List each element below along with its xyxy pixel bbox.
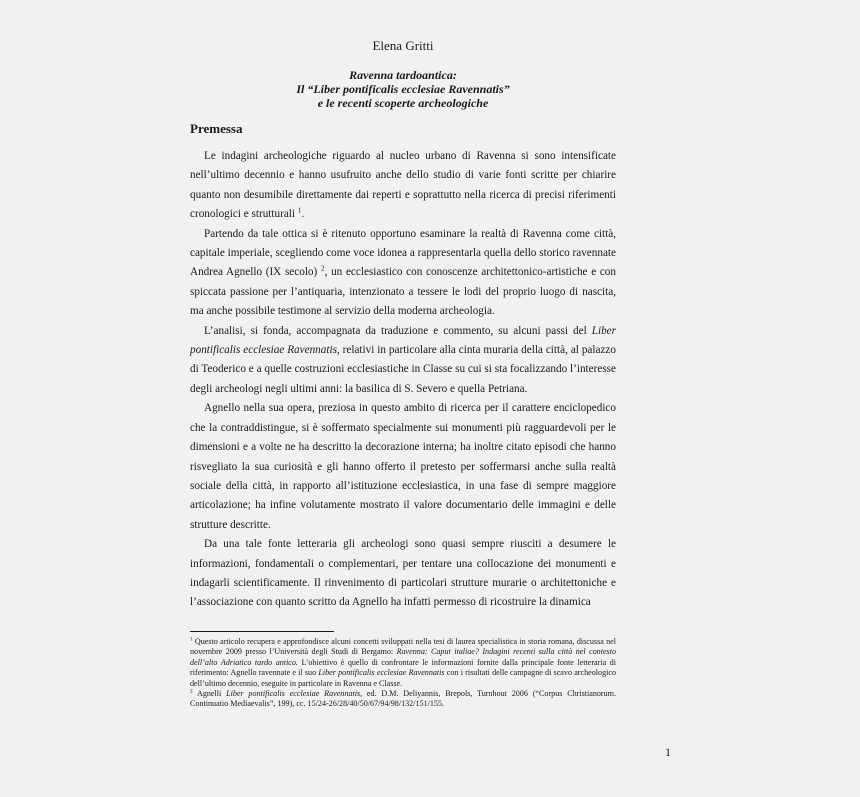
page-number: 1	[665, 745, 671, 759]
footnote-separator	[190, 631, 334, 632]
footnote-1: $^1$ Questo articolo recupera e approfondisce alcuni concetti sviluppati nella tesi di laurea specialistica in storia romana, discussa nel novembre 2009 presso l’Università degli Studi di Bergamo: Ravenna: Caput italiae? Indagini recenti sulla città nel contesto dell’alto Adriatico tardo antico. L’obiettivo è quello di confrontare le informazioni fornite dalla principale fonte letteraria di riferimento: Agnello ravennate e il suo Liber pontificalis ecclesiae Ravennatis con i risultati delle campagne di scavo archeologico dell’ultimo decennio, eseguite in particolare in Ravenna e Classe.	[190, 636, 616, 688]
footnotes	[190, 637, 616, 710]
footnote-ref-1[interactable]: 1	[297, 206, 302, 215]
title-line-3: e le recenti scoperte archeologiche	[317, 96, 489, 110]
title-line-1: Ravenna tardoantica:	[349, 68, 457, 82]
paragraph-4: Agnello nella sua opera, preziosa in questo ambito di ricerca per il carattere enciclopedico che la contraddistingue, si è soffermato specialmente sui monumenti più ragguardevoli per le dimensioni e a volte ne ha descritto la decorazione interna; ha inoltre citato episodi che hanno risvegliato la sua curiosità e gli hanno offerto il pretesto per soffermarsi anche sulla realtà sociale della città, in rapporto all’istituzione ecclesiastica, in una fase di sempre maggiore articolazione; ha infine volutamente mostrato il valore documentario delle immagini e delle strutture descritte.	[190, 402, 616, 531]
author-name: Elena Gritti	[372, 38, 434, 53]
paragraph-2: Partendo da tale ottica si è ritenuto opportuno esaminare la realtà di Ravenna come città, capitale imperiale, scegliendo come voce idonea a rappresentarla quella dello storico ravennate Andrea Agnello (IX secolo) $^2$, un ecclesiastico con conoscenze architettonico-artistiche e con spiccata passione per l’antiquaria, intenzionato a tessere le lodi del proprio luogo di nascita, ma anche possibile testimone al servizio della moderna archeologia.	[190, 227, 616, 318]
paper-title	[0, 68, 806, 110]
paragraph-3: L’analisi, si fonda, accompagnata da traduzione e commento, su alcuni passi del Liber pontificalis ecclesiae Ravennatis, relativi in particolare alla cinta muraria della città, al palazzo di Teoderico e a quelle costruzioni ecclesiastiche in Classe su cui si sta focalizzando l’interesse degli archeologi negli ultimi anni: la basilica di S. Severo e quella Petriana.	[190, 324, 616, 395]
title-line-2: Il “Liber pontificalis ecclesiae Ravennatis”	[296, 82, 510, 96]
footnote-ref-2[interactable]: 2	[320, 264, 325, 273]
body-text	[190, 147, 616, 613]
footnote-2: $^2$ Agnelli Liber pontificalis ecclesiae Ravennatis, ed. D.M. Deliyannis, Brepols, Turnhout 2006 (“Corpus Christianorum. Continuatio Mediaevalis”, 199), cc. 15/24-26/28/40/50/67/94/98/132/151/155.	[190, 688, 616, 709]
section-heading: Premessa	[190, 121, 243, 136]
paragraph-5: Da una tale fonte letteraria gli archeologi sono quasi sempre riusciti a desumere le informazioni, fondamentali o complementari, per tentare una collocazione dei monumenti e indagarli scientificamente. Il rinvenimento di particolari strutture murarie o architettoniche e l’associazione con quanto scritto da Agnello ha infatti permesso di ricostruire la dinamica	[190, 538, 616, 609]
paragraph-1: Le indagini archeologiche riguardo al nucleo urbano di Ravenna si sono intensificate nell’ultimo decennio e hanno usufruito anche dello studio di varie fonti scritte per chiarire quanto non desumibile direttamente dai reperti e soprattutto nella ricerca di precisi riferimenti cronologici e strutturali $^1$.	[190, 150, 616, 221]
